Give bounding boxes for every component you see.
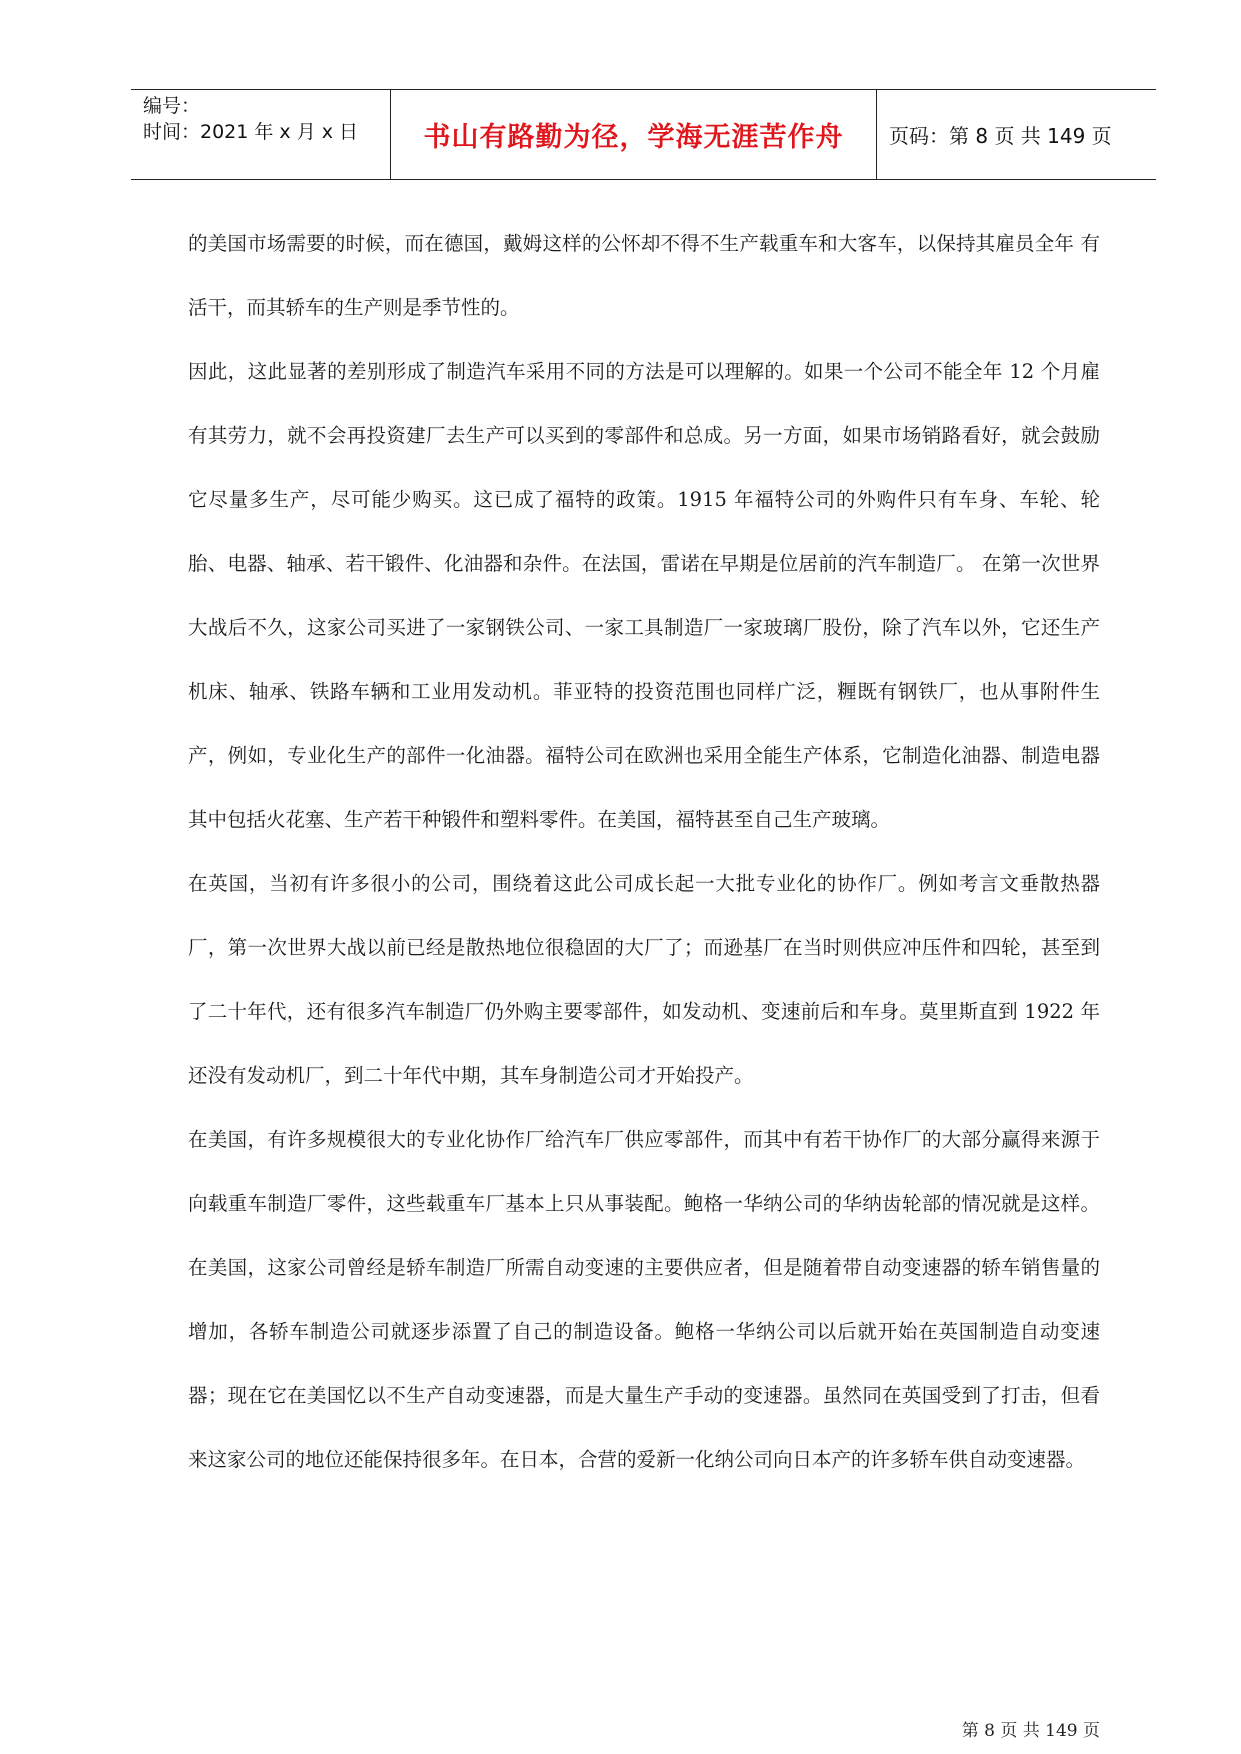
header-page-number: 页码：第 8 页 共 149 页: [889, 124, 1112, 148]
paragraph: 在美国，有许多规模很大的专业化协作厂给汽车厂供应零部件，而其中有若干协作厂的大部分赢得来源于向载重车制造厂零件，这些载重车厂基本上只从事装配。鲍格一华纳公司的华纳齿轮部的情况就是这样。在美国，这家公司曾经是轿车制造厂所需自动变速的主要供应者，但是随着带自动变速器的轿车销售量的增加，各轿车制造公司就逐步添置了自己的制造设备。鲍格一华纳公司以后就开始在英国制造自动变速器；现在它在美国忆以不生产自动变速器，而是大量生产手动的变速器。虽然同在英国受到了打击，但看来这家公司的地位还能保持很多年。在日本，合营的爱新一化纳公司向日本产的许多轿车供自动变速器。: [188, 1128, 1100, 1471]
footer-page-number: 第 8 页 共 149 页: [961, 1721, 1100, 1741]
header-page-cell: [877, 90, 1156, 179]
header-table: [131, 89, 1156, 180]
document-body: [188, 212, 1100, 1492]
header-motto-cell: [391, 90, 877, 179]
motto-text: 书山有路勤为径，学海无涯苦作舟: [423, 122, 844, 153]
paragraph: 因此，这此显著的差别形成了制造汽车采用不同的方法是可以理解的。如果一个公司不能全年 12 个月雇有其劳力，就不会再投资建厂去生产可以买到的零部件和总成。另一方面，如果市场销路看好，就会鼓励它尽量多生产，尽可能少购买。这已成了福特的政策。1915 年福特公司的外购件只有车身、车轮、轮胎、电器、轴承、若干锻件、化油器和杂件。在法国，雷诺在早期是位居前的汽车制造厂。 在第一次世界大战后不久，这家公司买进了一家钢铁公司、一家工具制造厂一家玻璃厂股份，除了汽车以外，它还生产机床、轴承、铁路车辆和工业用发动机。菲亚特的投资范围也同样广泛，糎既有钢铁厂，也从事附件生产，例如，专业化生产的部件一化油器。福特公司在欧洲也采用全能生产体系，它制造化油器、制造电器其中包括火花塞、生产若干种锻件和塑料零件。在美国，福特甚至自己生产玻璃。: [188, 360, 1100, 831]
paragraph: 在英国，当初有许多很小的公司，围绕着这此公司成长起一大批专业化的协作厂。例如考言文垂散热器厂，第一次世界大战以前已经是散热地位很稳固的大厂了；而逊基厂在当时则供应冲压件和四轮，甚至到了二十年代，还有很多汽车制造厂仍外购主要零部件，如发动机、变速前后和车身。莫里斯直到 1922 年还没有发动机厂，到二十年代中期，其车身制造公司才开始投产。: [188, 872, 1100, 1087]
paragraph: 的美国市场需要的时候，而在德国，戴姆这样的公怀却不得不生产载重车和大客车，以保持其雇员全年 有活干，而其轿车的生产则是季节性的。: [188, 232, 1100, 319]
header-info-cell: [131, 90, 391, 179]
time-label: 时间：2021 年 x 月 x 日: [143, 121, 359, 143]
serial-number-label: 编号：: [143, 95, 201, 117]
